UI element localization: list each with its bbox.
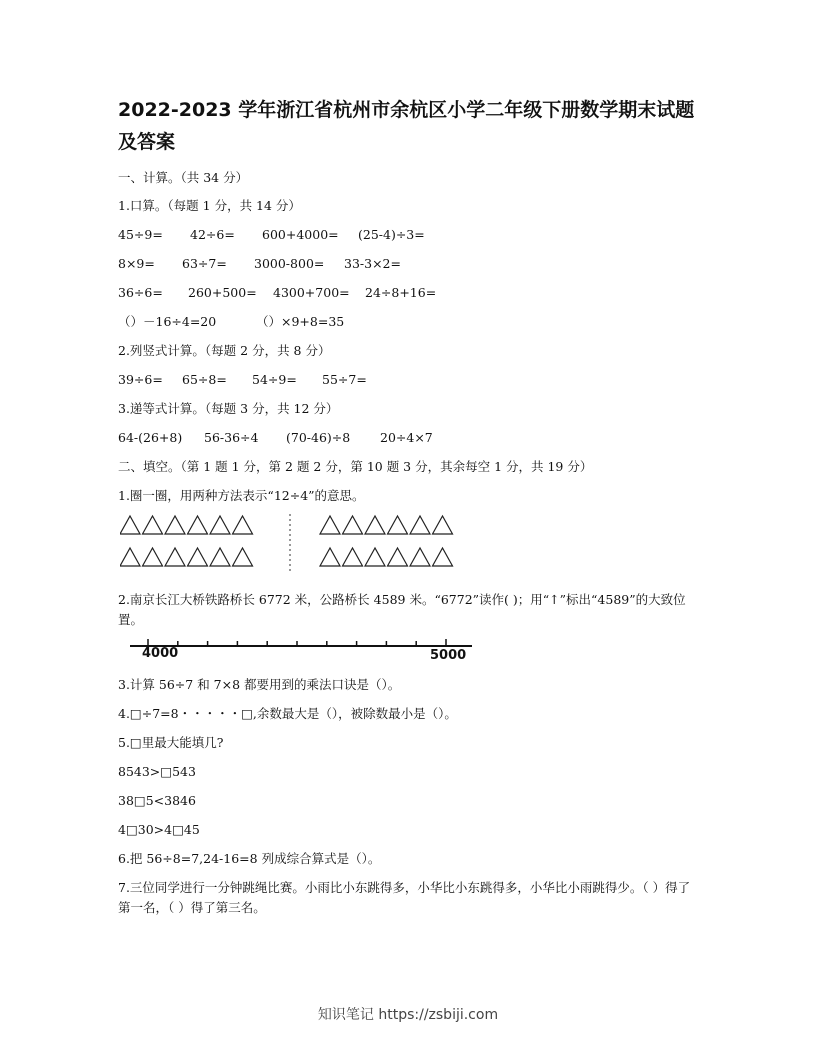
problem: 63÷7= bbox=[182, 256, 227, 271]
triangle bbox=[433, 516, 453, 534]
number-line-ticks bbox=[148, 639, 446, 646]
q1-heading: 1.口算。（每题 1 分，共 14 分） bbox=[118, 198, 301, 213]
s2-q5-item-2: 38□5<3846 bbox=[118, 793, 196, 808]
problem: 20÷4×7 bbox=[380, 430, 433, 445]
problem: 56-36÷4 bbox=[204, 430, 259, 445]
triangle bbox=[365, 516, 385, 534]
q2-row bbox=[118, 370, 367, 390]
triangle bbox=[320, 516, 340, 534]
s2-q7: 7.三位同学进行一分钟跳绳比赛。小雨比小东跳得多，小华比小东跳得多，小华比小雨跳得少。（ ）得了第一名，（ ）得了第三名。 bbox=[118, 880, 691, 915]
s2-q4: 4.□÷7=8・・・・・□,余数最大是（），被除数最小是（）。 bbox=[118, 706, 457, 721]
triangle bbox=[320, 548, 340, 566]
triangle bbox=[165, 548, 185, 566]
problem: 260+500= bbox=[188, 285, 257, 300]
triangle bbox=[143, 548, 163, 566]
s2-q1: 1.圈一圈，用两种方法表示“12÷4”的意思。 bbox=[118, 488, 365, 503]
problem: 42÷6= bbox=[190, 227, 235, 242]
triangle bbox=[388, 516, 408, 534]
triangle bbox=[233, 548, 253, 566]
problem: （）×9+8=35 bbox=[256, 314, 345, 329]
q1-row-2 bbox=[118, 254, 401, 274]
s2-q5-item-3: 4□30>4□45 bbox=[118, 822, 200, 837]
triangle-figure-svg bbox=[120, 512, 465, 578]
problem: 65÷8= bbox=[182, 372, 227, 387]
triangle bbox=[233, 516, 253, 534]
triangle bbox=[120, 516, 140, 534]
problem: 36÷6= bbox=[118, 285, 163, 300]
problem: （）－16÷4=20 bbox=[118, 314, 217, 329]
s2-q3: 3.计算 56÷7 和 7×8 都要用到的乘法口诀是（）。 bbox=[118, 677, 401, 692]
triangle bbox=[365, 548, 385, 566]
triangle bbox=[210, 516, 230, 534]
problem: 8×9= bbox=[118, 256, 155, 271]
q3-heading: 3.递等式计算。（每题 3 分，共 12 分） bbox=[118, 401, 339, 416]
number-line-end-label: 5000 bbox=[430, 648, 467, 663]
triangle bbox=[433, 548, 453, 566]
problem: (70-46)÷8 bbox=[286, 430, 351, 445]
number-line bbox=[128, 636, 488, 666]
problem: 3000-800= bbox=[254, 256, 325, 271]
number-line-start-label: 4000 bbox=[142, 646, 179, 661]
problem: 54÷9= bbox=[252, 372, 297, 387]
footer-watermark: 知识笔记 https://zsbiji.com bbox=[317, 1007, 499, 1023]
problem: 33-3×2= bbox=[344, 256, 401, 271]
triangle bbox=[410, 516, 430, 534]
problem: (25-4)÷3= bbox=[358, 227, 425, 242]
problem: 24÷8+16= bbox=[365, 285, 437, 300]
section2-heading: 二、填空。（第 1 题 1 分，第 2 题 2 分，第 10 题 3 分，其余每空 1 分，共 19 分） bbox=[118, 459, 593, 474]
page-title: 2022-2023 学年浙江省杭州市余杭区小学二年级下册数学期末试题及答案 bbox=[118, 99, 695, 153]
triangle bbox=[410, 548, 430, 566]
q2-heading: 2.列竖式计算。（每题 2 分，共 8 分） bbox=[118, 343, 331, 358]
triangle bbox=[143, 516, 163, 534]
triangle bbox=[188, 548, 208, 566]
section1-heading: 一、计算。（共 34 分） bbox=[118, 170, 249, 185]
q1-row-3 bbox=[118, 283, 436, 303]
problem: 600+4000= bbox=[262, 227, 339, 242]
problem: 45÷9= bbox=[118, 227, 163, 242]
triangle-figure bbox=[120, 512, 465, 578]
triangle bbox=[210, 548, 230, 566]
q3-row bbox=[118, 428, 433, 448]
triangle bbox=[188, 516, 208, 534]
triangle bbox=[165, 516, 185, 534]
problem: 64-(26+8) bbox=[118, 430, 183, 445]
problem: 55÷7= bbox=[322, 372, 367, 387]
s2-q2: 2.南京长江大桥铁路桥长 6772 米，公路桥长 4589 米。“6772”读作( )；用“↑”标出“4589”的大致位置。 bbox=[118, 592, 686, 627]
triangle bbox=[343, 516, 363, 534]
q1-row-4 bbox=[118, 312, 344, 332]
triangle bbox=[388, 548, 408, 566]
q1-row-1 bbox=[118, 225, 425, 245]
s2-q6: 6.把 56÷8=7,24-16=8 列成综合算式是（）。 bbox=[118, 851, 381, 866]
problem: 39÷6= bbox=[118, 372, 163, 387]
triangle bbox=[120, 548, 140, 566]
s2-q5-item-1: 8543>□543 bbox=[118, 764, 196, 779]
triangle bbox=[343, 548, 363, 566]
s2-q5: 5.□里最大能填几? bbox=[118, 735, 224, 750]
problem: 4300+700= bbox=[273, 285, 350, 300]
